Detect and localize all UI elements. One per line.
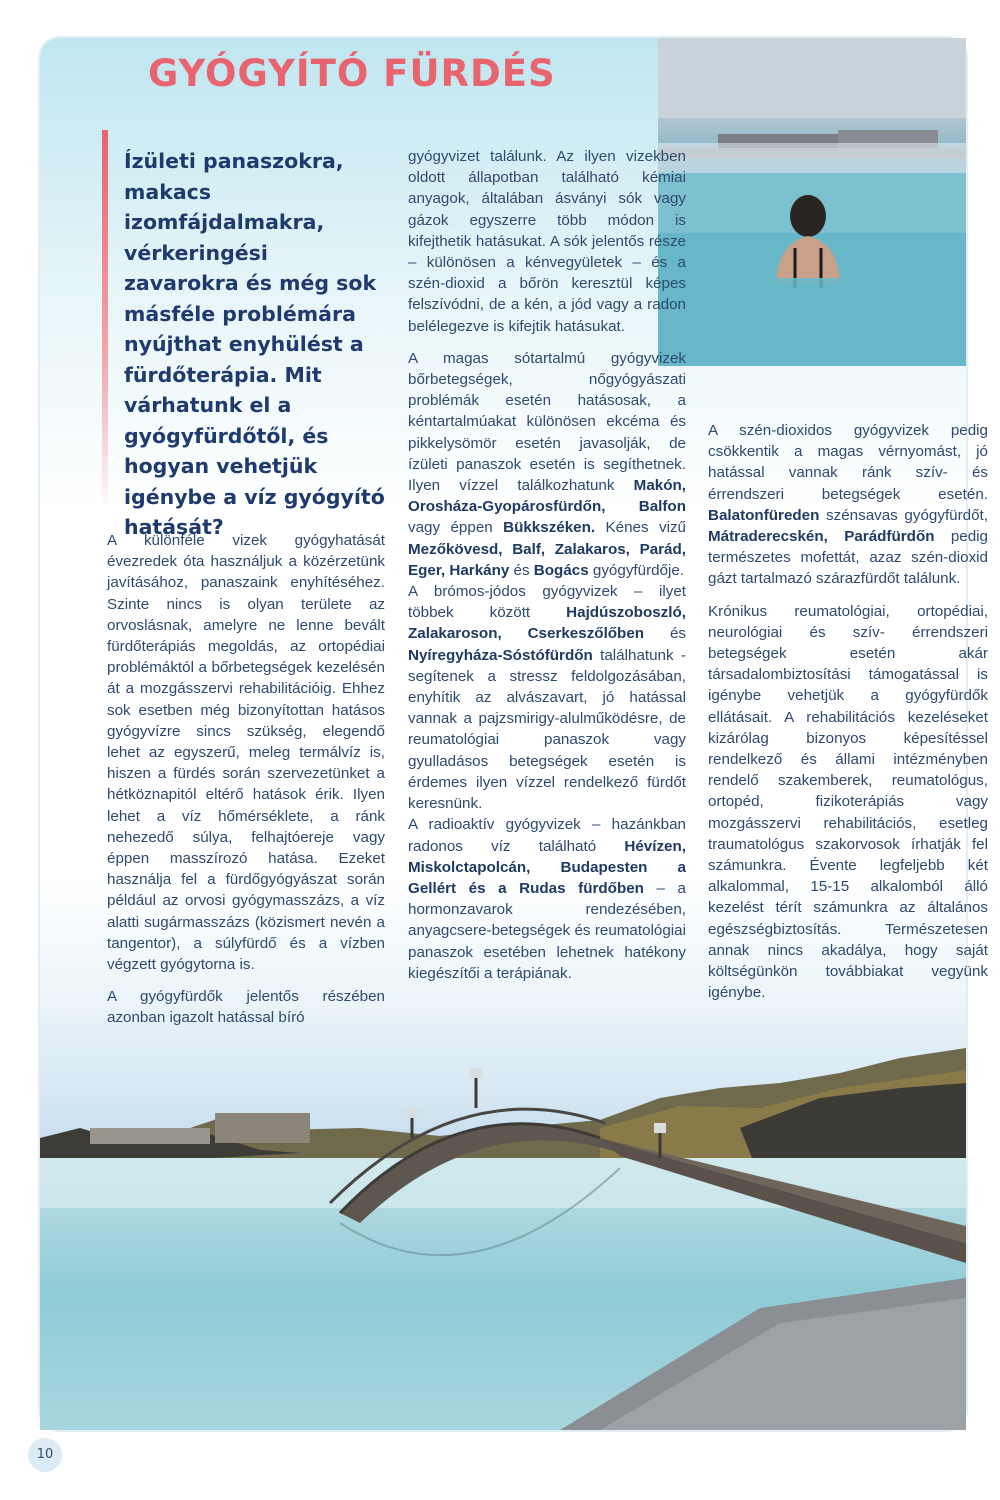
paragraph: gyógyvizet találunk. Az ilyen vizekben oldott állapotban található kémiai anyagok, általában ásványi sók vagy gázok egyszerre több módon is kifejthetik hatásukat. A sók jelentős része – különösen a kénvegyületek – és a szén-dioxid a bőrön keresztül képes felszívódni, de a kén, a jód vagy a radon belélegezve is kifejtik hatásukat. xyxy=(408,148,686,335)
text-span: pedig természetes mofettát, azaz szén-dioxid gázt tartalmazó szárazfürdőt találunk. xyxy=(708,528,988,588)
text-span: gyógyfürdője. xyxy=(588,561,685,579)
paragraph xyxy=(708,420,988,590)
place-names: Makón, Orosháza-Gyopárosfürdőn, Balfon xyxy=(408,477,686,516)
article-title: GYÓGYÍTÓ FÜRDÉS xyxy=(148,52,556,95)
place-names: Hajdúszoboszló, Zalakaroson, Cserkeszőlőben xyxy=(408,604,686,643)
text-span: A magas sótartalmú gyógyvizek bőrbetegségek, nőgyógyászati problémák esetén hatásosak, a kéntartalmúakat különösen ekcéma és pikkelysömör esetén javasolják, de ízületi panaszok esetén is segíthetnek. Ilyen vízzel találkozhatunk xyxy=(408,349,686,495)
article-lead: Ízületi panaszokra, makacs izomfájdalmakra, vérkeringési zavarokra és még sok másféle problémára nyújthat enyhülést a fürdőterápia. Mit várhatunk el a gyógyfürdőtől, és hogyan vehetjük igénybe a víz gyógyító hatását? xyxy=(124,149,385,539)
place-names: Balatonfüreden xyxy=(708,506,820,524)
text-span: A radioaktív gyógyvizek – hazánkban radonos víz található xyxy=(408,816,686,855)
text-span: A brómos-jódos gyógyvizek – ilyet többek között xyxy=(408,583,686,622)
text-span: szénsavas gyógyfürdőt, xyxy=(819,506,988,524)
text-span: – a hormonzavarok rendezésében, anyagcsere-betegségek és reumatológiai panaszok esetében lehetnek hatékony kiegészítői a terápiának. xyxy=(408,879,686,982)
lagoon-bridge-photo xyxy=(40,978,966,1430)
place-names: Mezőkövesd, Balf, Zalakaros, Parád, Eger, Harkány xyxy=(408,540,686,579)
place-names: Bogács xyxy=(533,561,589,579)
paragraph: Krónikus reumatológiai, ortopédiai, neurológiai és szív- érrendszeri betegségek esetén akár társadalombiztosítási támogatással is igénybe vehetjük a gyógyfürdők ellátásait. A rehabilitációs kezeléseket kizárólag bizonyos képesítéssel rendelkező és állami intézményben rendelő szakemberek, reumatológus, ortopéd, fizikoterápiás vagy mozgásszervi rehabilitációs, esetleg traumatológus szakorvosok írhatják fel számunkra. Évente legfeljebb két alkalommal, 15-15 alkalomból álló kezelést térít számunkra az általános egészségbiztosítás. Természetesen annak nincs akadálya, hogy saját költségünkön továbbiakat vegyünk igénybe. xyxy=(708,602,988,1002)
text-column-2 xyxy=(408,146,686,995)
place-names: Hévízen, Miskolctapolcán, Budapesten a Gellért és a Rudas fürdőben xyxy=(408,837,686,897)
text-span: vagy éppen xyxy=(408,519,504,537)
woman-in-lagoon-photo xyxy=(658,38,966,366)
text-span: A szén-dioxidos gyógyvizek pedig csökkentik a magas vérnyomást, jó hatással vannak ránk szív- és érrendszeri betegségek esetén. xyxy=(708,422,988,503)
paragraph xyxy=(408,348,686,984)
lead-accent-bar xyxy=(102,130,108,510)
text-span: Kénes vizű xyxy=(595,519,686,537)
place-names: Mátraderecskén, Parádfürdőn xyxy=(708,528,935,546)
text-span: találhatunk - segítenek a stressz feldolgozásában, enyhítik az alvászavart, jó hatással vannak a pajzsmirigy-alulműködésre, de reumatológiai panaszok vagy gyulladásos betegségek esetén is érdemes ilyen vízzel rendelkező fürdőt keresnünk. xyxy=(408,646,686,813)
page-frame xyxy=(40,38,988,1430)
place-names: Nyíregyháza-Sóstófürdőn xyxy=(408,646,593,664)
text-span: és xyxy=(509,561,534,579)
page-number: 10 xyxy=(28,1438,62,1472)
place-names: Bükkszéken. xyxy=(503,519,596,537)
paragraph: A gyógyfürdők jelentős részében azonban igazolt hatással bíró xyxy=(107,988,385,1027)
text-column-3 xyxy=(708,420,988,1014)
text-span: és xyxy=(644,625,686,643)
paragraph: A különféle vizek gyógyhatását évezredek óta használjuk a közérzetünk javításához, panaszaink enyhítéséhez. Szinte nincs is olyan területe az orvoslásnak, amelyre ne lenne bevált fürdőterápiás megoldás, az ortopédiai problémáktól a bőrbetegségek kezelésén át a mozgásszervi rehabilitációig. Ehhez sok esetben még bizonyítottan hatásos gyógyvízre sincs szükség, elegendő lehet az egyszerű, meleg termálvíz is, hiszen a fürdés során szervezetünket a hétköznapitól eltérő hatások érik. Ilyen lehet a víz hőmérséklete, a ránk nehezedő súlya, felhajtóereje vagy éppen masszírozó hatása. Ezeket használja fel a fürdőgyógyászat során például az orvosi gyógymasszázs, a víz alatti sugármasszázs (közismert nevén a tangentor), a súlyfürdő és a vízben végzett gyógytorna is. xyxy=(107,532,385,974)
text-column-1 xyxy=(107,530,385,1040)
